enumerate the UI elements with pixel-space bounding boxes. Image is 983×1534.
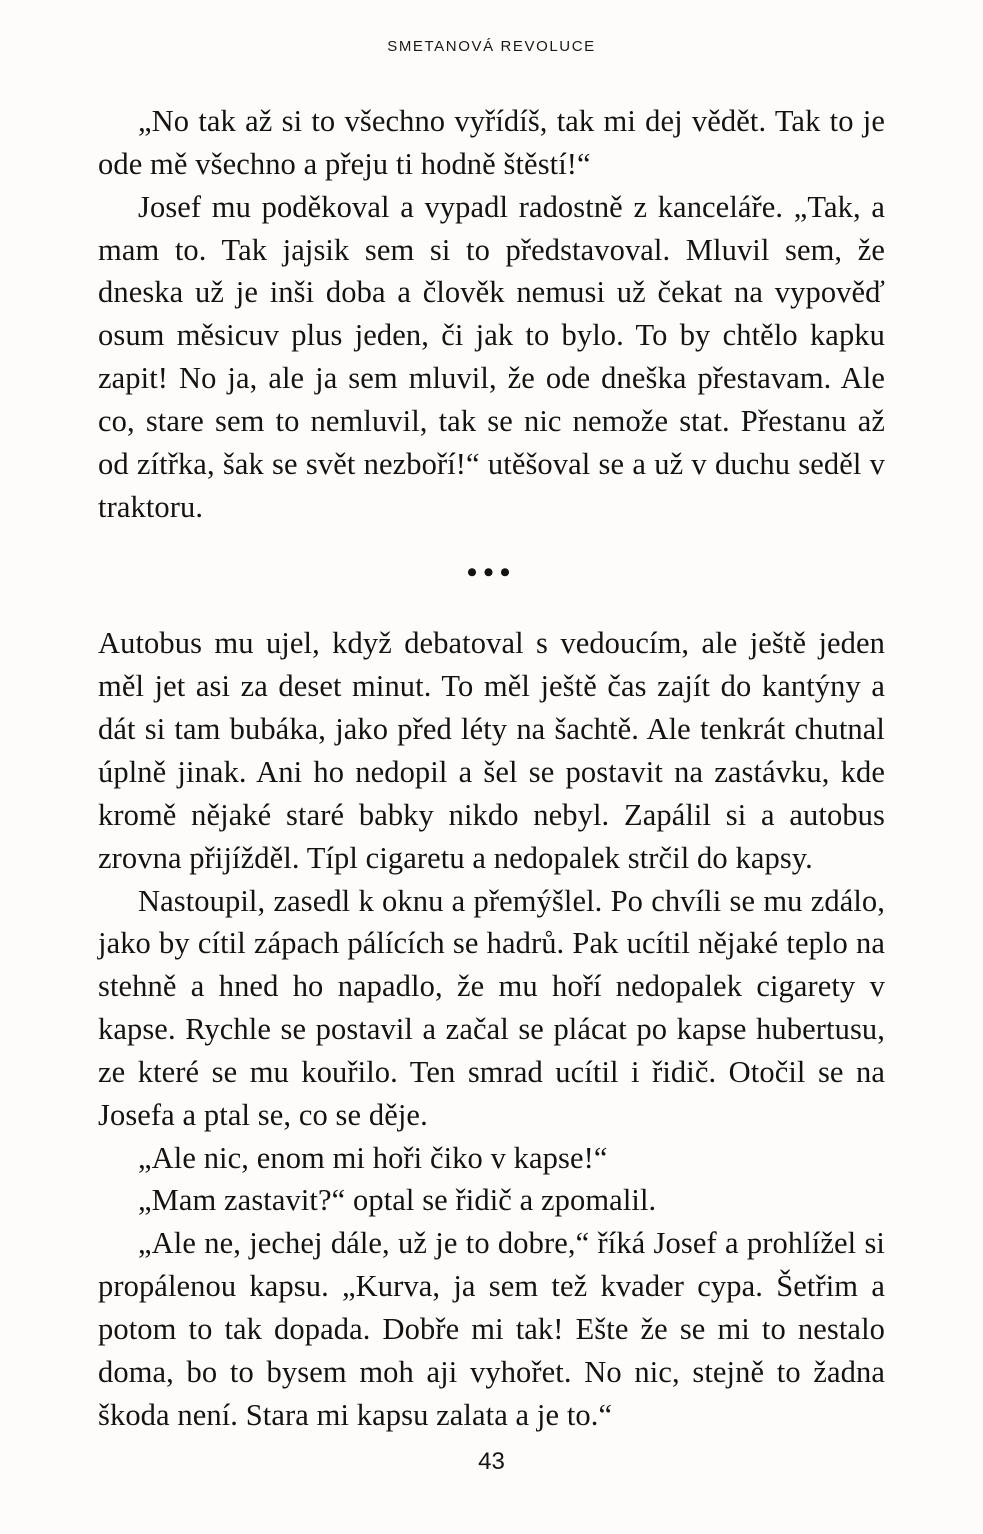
paragraph-1: „No tak až si to všechno vyřídíš, tak mi dej vědět. Tak to je ode mě všechno a přeju ti hodně štěstí!“: [98, 104, 885, 181]
separator-dots: •••: [466, 556, 517, 590]
paragraph-5: „Ale nic, enom mi hoři čiko v kapse!“: [138, 1140, 608, 1175]
section-separator: [98, 558, 885, 588]
running-head: SMETANOVÁ REVOLUCE: [387, 38, 596, 55]
paragraph-3: Autobus mu ujel, když debatoval s vedoucím, ale ještě jeden měl jet asi za deset minut. To měl ještě čas zajít do kantýny a dát si tam bubáka, jako před léty na šachtě. Ale tenkrát chutnal úplně jinak. Ani ho nedopil a šel se postavit na zastávku, kde kromě nějaké staré babky nikdo nebyl. Zapálil si a autobus zrovna přijížděl. Típl cigaretu a nedopalek strčil do kapsy.: [98, 626, 885, 875]
paragraph-6: „Mam zastavit?“ optal se řidič a zpomalil.: [138, 1183, 657, 1218]
page-number: 43: [478, 1448, 505, 1475]
paragraph-2: Josef mu poděkoval a vypadl radostně z kanceláře. „Tak, a mam to. Tak jajsik sem si to představoval. Mluvil sem, že dneska už je inši doba a člověk nemusi už čekat na vypověď osum měsicuv plus jeden, či jak to bylo. To by chtělo kapku zapit! No ja, ale ja sem mluvil, že ode dneška přestavam. Ale co, stare sem to nemluvil, tak se nic nemože stat. Přestanu až od zítřka, šak se svět nezboří!“ utěšoval se a už v duchu seděl v traktoru.: [98, 189, 885, 524]
paragraph-7: „Ale ne, jechej dále, už je to dobre,“ říká Josef a prohlížel si propálenou kapsu. „Kurva, ja sem tež kvader cypa. Šetřim a potom to tak dopada. Dobře mi tak! Ešte že se mi to nestalo doma, bo to bysem moh aji vyhořet. No nic, stejně to žadna škoda není. Stara mi kapsu zalata a je to.“: [98, 1226, 885, 1432]
paragraph-4: Nastoupil, zasedl k oknu a přemýšlel. Po chvíli se mu zdálo, jako by cítil zápach pálících se hadrů. Pak ucítil nějaké teplo na stehně a hned ho napadlo, že mu hoří nedopalek cigarety v kapse. Rychle se postavil a začal se plácat po kapse hubertusu, ze které se mu kouřilo. Ten smrad ucítil i řidič. Otočil se na Josefa a ptal se, co se děje.: [98, 883, 885, 1132]
text-column: [98, 100, 885, 1436]
